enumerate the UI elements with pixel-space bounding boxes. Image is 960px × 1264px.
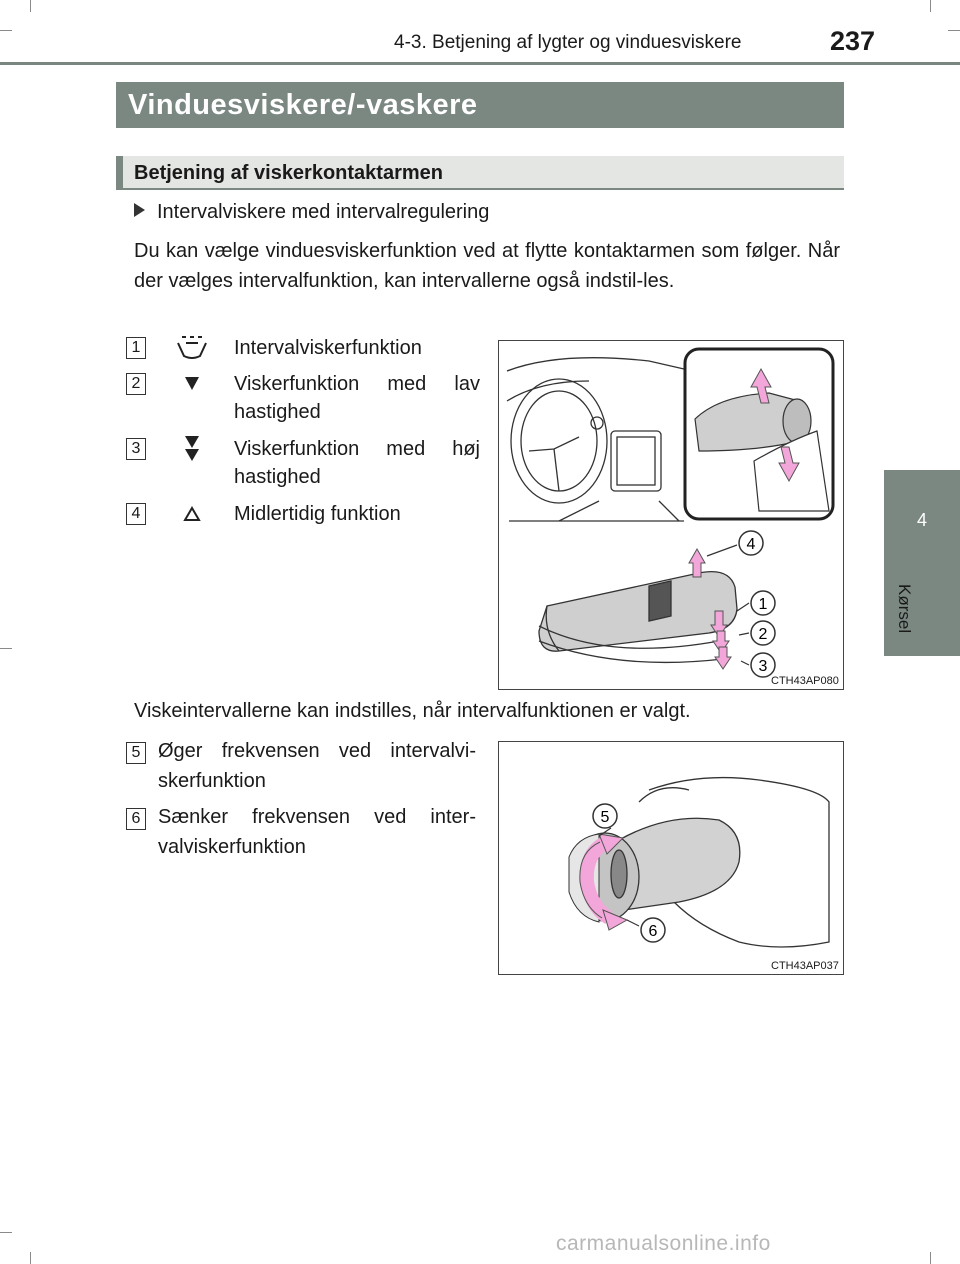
crop-mark — [30, 1252, 31, 1264]
interval-note: Viskeintervallerne kan indstilles, når intervalfunktionen er valgt. — [134, 700, 691, 722]
subsection-title: Betjening af viskerkontaktarmen — [134, 162, 443, 184]
figure-code: CTH43AP037 — [771, 960, 839, 972]
mode-text: Viskerfunktion med høj hastighed — [234, 438, 480, 488]
chapter-heading: 4-3. Betjening af lygter og vinduesviskere — [394, 32, 742, 53]
lever-illustration — [499, 341, 843, 689]
single-arrow-down-icon — [172, 370, 212, 398]
crop-mark — [930, 0, 931, 12]
mode-item-3 — [126, 435, 480, 491]
mode-text: Midlertidig funktion — [234, 503, 401, 525]
callout-number: 3 — [126, 438, 146, 460]
callout-number: 5 — [126, 742, 146, 764]
dial-illustration — [499, 742, 843, 974]
subsection-heading — [116, 156, 844, 190]
crop-mark — [0, 30, 12, 31]
section-title: Vinduesviskere/-vaskere — [116, 82, 844, 128]
callout-number: 1 — [126, 337, 146, 359]
frequency-text: Sænker frekvensen ved inter-valviskerfunktion — [158, 806, 476, 858]
intermittent-wiper-icon — [172, 334, 212, 362]
callout-number: 6 — [126, 808, 146, 830]
triangle-bullet-icon — [134, 203, 145, 217]
crop-mark — [948, 30, 960, 31]
callout-label: 4 — [746, 536, 756, 553]
callout-label: 6 — [648, 923, 658, 940]
chapter-label: Kørsel — [895, 584, 914, 634]
callout-number: 4 — [126, 503, 146, 525]
header-rule — [0, 62, 960, 65]
crop-mark — [30, 0, 31, 12]
callout-label: 5 — [600, 809, 610, 826]
crop-mark — [0, 1232, 12, 1233]
bullet-item — [134, 201, 489, 224]
figure-code: CTH43AP080 — [771, 675, 839, 687]
crop-mark — [0, 648, 12, 649]
mode-text: Viskerfunktion med lav hastighed — [234, 373, 480, 423]
double-arrow-down-icon — [172, 435, 212, 463]
page-number: 237 — [830, 26, 876, 56]
callout-label: 2 — [758, 626, 768, 643]
bullet-text: Intervalviskere med intervalregulering — [157, 201, 490, 223]
frequency-item-5 — [126, 736, 476, 796]
chapter-number: 4 — [916, 510, 927, 530]
mode-item-2 — [126, 370, 480, 426]
wiper-dial-figure — [498, 741, 844, 975]
mode-text: Intervalviskerfunktion — [234, 337, 422, 359]
intro-paragraph: Du kan vælge vinduesviskerfunktion ved at flytte kontaktarmen som følger. Når der vælges intervalfunktion, kan intervallerne også indstil-les. — [134, 240, 840, 292]
callout-label: 1 — [758, 596, 768, 613]
mist-arrow-icon — [172, 500, 212, 528]
watermark-text: carmanualsonline.info — [556, 1232, 771, 1255]
wiper-lever-figure — [498, 340, 844, 690]
mode-item-1 — [126, 334, 480, 362]
crop-mark — [930, 1252, 931, 1264]
callout-label: 3 — [758, 658, 768, 675]
mode-item-4 — [126, 500, 480, 528]
callout-number: 2 — [126, 373, 146, 395]
frequency-item-6 — [126, 802, 476, 862]
frequency-text: Øger frekvensen ved intervalvi-skerfunktion — [158, 740, 476, 792]
subsection-bar — [116, 156, 123, 190]
